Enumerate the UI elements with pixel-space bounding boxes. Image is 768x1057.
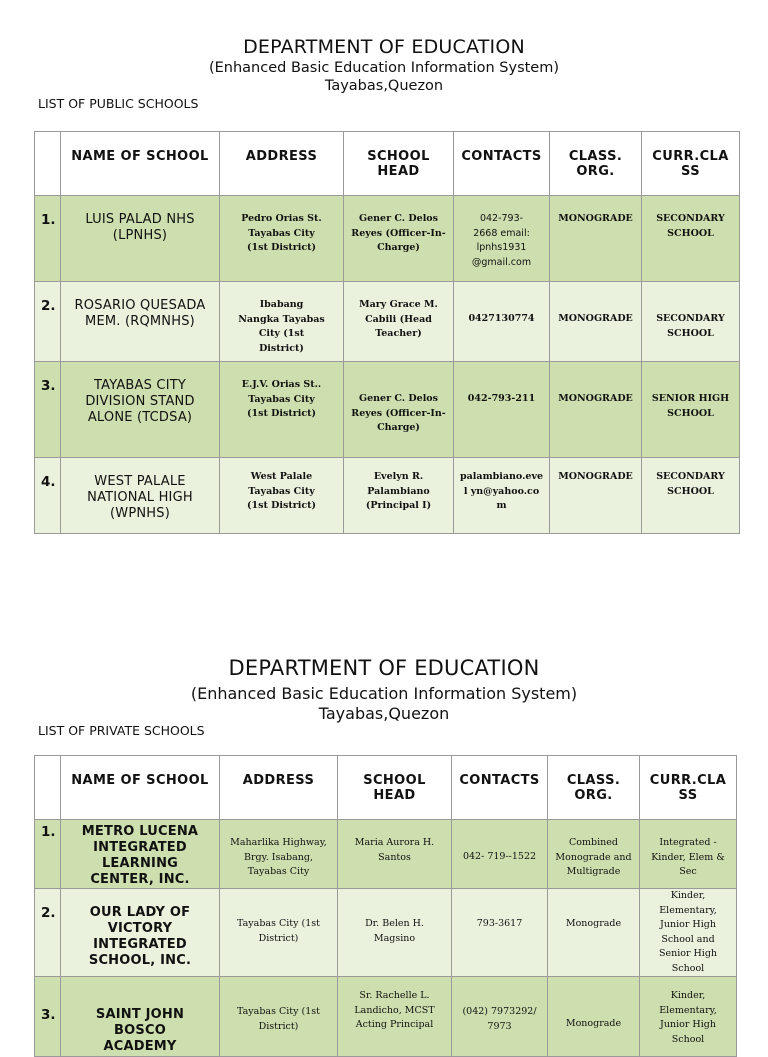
row-number: 3. — [35, 977, 61, 1057]
class-org: Monograde — [548, 889, 640, 977]
header-num — [35, 756, 61, 820]
curr-class: SECONDARY SCHOOL — [642, 458, 740, 534]
school-name: LUIS PALAD NHS (LPNHS) — [61, 196, 220, 282]
school-contacts: (042) 7973292/7973 — [452, 977, 548, 1057]
school-name: METRO LUCENA INTEGRATED LEARNING CENTER, INC. — [61, 820, 220, 889]
school-contacts: 0427130774 — [454, 282, 550, 362]
class-org: MONOGRADE — [550, 196, 642, 282]
school-contacts: 042- 719--1522 — [452, 820, 548, 889]
table-row — [35, 977, 737, 1057]
header-contacts: CONTACTS — [452, 756, 548, 820]
private-location: Tayabas,Quezon — [318, 704, 450, 723]
private-list-label: LIST OF PRIVATE SCHOOLS — [38, 723, 205, 738]
table-row — [35, 820, 737, 889]
school-contacts: 042-793-2668 email: lpnhs1931 @gmail.com — [454, 196, 550, 282]
curr-class: Kinder, Elementary, Junior High School — [640, 977, 737, 1057]
school-head: Dr. Belen H. Magsino — [338, 889, 452, 977]
class-org: Monograde — [548, 977, 640, 1057]
school-address: Tayabas City (1st District) — [220, 889, 338, 977]
table-header-row — [35, 132, 740, 196]
school-name: TAYABAS CITY DIVISION STAND ALONE (TCDSA) — [61, 362, 220, 458]
school-name: WEST PALALE NATIONAL HIGH (WPNHS) — [61, 458, 220, 534]
row-number: 4. — [35, 458, 61, 534]
header-school-head: SCHOOL HEAD — [344, 132, 454, 196]
school-address: West Palale Tayabas City (1st District) — [220, 458, 344, 534]
school-name: SAINT JOHN BOSCO ACADEMY — [61, 977, 220, 1057]
public-location: Tayabas,Quezon — [324, 78, 444, 94]
header-name: NAME OF SCHOOL — [61, 132, 220, 196]
row-number: 2. — [35, 282, 61, 362]
public-title: DEPARTMENT OF EDUCATION — [243, 36, 525, 58]
row-number: 1. — [35, 820, 61, 889]
curr-class: Kinder, Elementary, Junior High School and Senior High School — [640, 889, 737, 977]
curr-class: SECONDARY SCHOOL — [642, 282, 740, 362]
public-subtitle: (Enhanced Basic Education Information System) — [208, 60, 560, 76]
header-curr-class: CURR.CLA SS — [642, 132, 740, 196]
header-class-org: CLASS. ORG. — [550, 132, 642, 196]
row-number: 1. — [35, 196, 61, 282]
school-contacts: 793-3617 — [452, 889, 548, 977]
private-subtitle: (Enhanced Basic Education Information System) — [190, 684, 578, 703]
school-contacts: palambiano.evel yn@yahoo.com — [454, 458, 550, 534]
header-class-org: CLASS. ORG. — [548, 756, 640, 820]
school-name: ROSARIO QUESADA MEM. (RQMNHS) — [61, 282, 220, 362]
school-head: Sr. Rachelle L. Landicho, MCST Acting Principal — [338, 977, 452, 1057]
header-address: ADDRESS — [220, 132, 344, 196]
school-head: Maria Aurora H. Santos — [338, 820, 452, 889]
school-head: Evelyn R. Palambiano (Principal I) — [344, 458, 454, 534]
header-school-head: SCHOOL HEAD — [338, 756, 452, 820]
header-contacts: CONTACTS — [454, 132, 550, 196]
class-org: Combined Monograde and Multigrade — [548, 820, 640, 889]
public-schools-table — [34, 131, 740, 534]
header-curr-class: CURR.CLA SS — [640, 756, 737, 820]
private-schools-table — [34, 755, 737, 1057]
school-head: Gener C. Delos Reyes (Officer-In-Charge) — [344, 362, 454, 458]
header-num — [35, 132, 61, 196]
curr-class: SECONDARY SCHOOL — [642, 196, 740, 282]
school-address: Pedro Orias St. Tayabas City (1st District) — [220, 196, 344, 282]
school-head: Mary Grace M. Cabili (Head Teacher) — [344, 282, 454, 362]
table-header-row — [35, 756, 737, 820]
school-name: OUR LADY OF VICTORY INTEGRATED SCHOOL, INC. — [61, 889, 220, 977]
class-org: MONOGRADE — [550, 458, 642, 534]
header-address: ADDRESS — [220, 756, 338, 820]
curr-class: SENIOR HIGH SCHOOL — [642, 362, 740, 458]
curr-class: Integrated - Kinder, Elem & Sec — [640, 820, 737, 889]
class-org: MONOGRADE — [550, 362, 642, 458]
school-address: Tayabas City (1st District) — [220, 977, 338, 1057]
school-address: Ibabang Nangka Tayabas City (1st District) — [220, 282, 344, 362]
row-number: 2. — [35, 889, 61, 977]
header-name: NAME OF SCHOOL — [61, 756, 220, 820]
table-row — [35, 889, 737, 977]
public-list-label: LIST OF PUBLIC SCHOOLS — [38, 96, 199, 111]
table-row — [35, 196, 740, 282]
table-row — [35, 458, 740, 534]
school-address: E.J.V. Orias St.. Tayabas City (1st District) — [220, 362, 344, 458]
class-org: MONOGRADE — [550, 282, 642, 362]
row-number: 3. — [35, 362, 61, 458]
school-address: Maharlika Highway, Brgy. Isabang, Tayabas City — [220, 820, 338, 889]
table-row — [35, 282, 740, 362]
school-head: Gener C. Delos Reyes (Officer-In-Charge) — [344, 196, 454, 282]
school-contacts: 042-793-211 — [454, 362, 550, 458]
private-title: DEPARTMENT OF EDUCATION — [228, 656, 540, 680]
table-row — [35, 362, 740, 458]
